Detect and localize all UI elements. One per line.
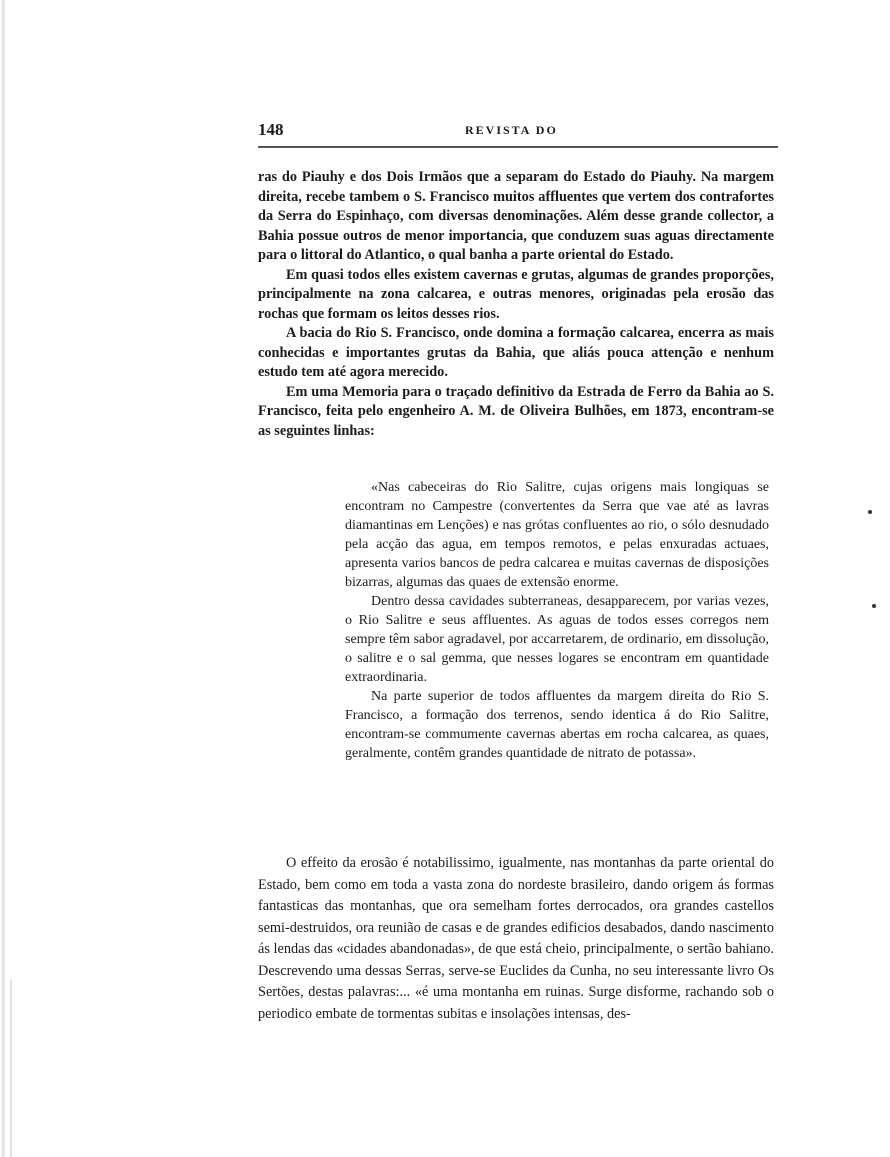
closing-text (258, 853, 774, 1025)
paragraph: A bacia do Rio S. Francisco, onde domina a formação calcarea, encerra as mais conhecidas e importantes grutas da Bahia, que aliás pouca attenção e nenhum estudo tem até agora merecido. (258, 325, 774, 380)
header-rule (258, 146, 778, 148)
quote-paragraph: Dentro dessa cavidades subterraneas, desapparecem, por varias vezes, o Rio Salitre e seus affluentes. As aguas de todos esses corregos nem sempre têm sabor agradavel, por accarretarem, de ordinario, em dissolução, o salitre e o sal gemma, que nesses logares se encontram em quantidade extraordinaria. (345, 594, 769, 685)
body-text (258, 168, 774, 441)
quote-paragraph: Na parte superior de todos affluentes da margem direita do Rio S. Francisco, a formação dos terrenos, sendo identica á do Rio Salitre, encontram-se commumente cavernas abertas em rocha calcarea, as quaes, geralmente, contêm grandes quantidade de nitrato de potassa». (345, 689, 769, 761)
page-number: 148 (258, 120, 284, 139)
running-head: REVISTA DO (465, 123, 558, 137)
block-quote (345, 478, 769, 763)
paragraph: O effeito da erosão é notabilissimo, igualmente, nas montanhas da parte oriental do Estado, bem como em toda a vasta zona do nordeste brasileiro, dando origem ás formas fantasticas das montanhas, que ora semelham fortes derrocados, ora grandes castellos semi-destruidos, ora reunião de casas e de grandes edificios desabados, dando nascimento ás lendas das «cidades abandonadas», de que está cheio, principalmente, o sertão bahiano. Descrevendo uma dessas Serras, serve-se Euclides da Cunha, no seu interessante livro Os Sertões, destas palavras:... «é uma montanha em ruinas. Surge disforme, rachando sob o periodico embate de tormentas subitas e insolações intensas, des- (258, 855, 774, 1022)
paragraph: Em uma Memoria para o traçado definitivo da Estrada de Ferro da Bahia ao S. Francisco, feita pelo engenheiro A. M. de Oliveira Bulhões, em 1873, encontram-se as seguintes linhas: (258, 383, 774, 439)
quote-paragraph: «Nas cabeceiras do Rio Salitre, cujas origens mais longiquas se encontram no Campestre (convertentes da Serra que vae até as lavras diamantinas em Lenções) e nas grótas confluentes ao rio, o sólo desnudado pela acção das agua, em tempos remotos, e pelas enxuradas actuaes, apresenta varios bancos de pedra calcarea e muitas cavernas de disposições bizarras, algumas das quaes de extensão enorme. (345, 480, 769, 590)
scan-speck (868, 510, 872, 514)
scan-edge-mark (10, 980, 12, 1157)
paragraph: Em quasi todos elles existem cavernas e grutas, algumas de grandes proporções, principalmente na zona calcarea, e outras menores, originadas pela erosão das rochas que formam os leitos desses rios. (258, 266, 774, 322)
scan-speck (872, 604, 876, 608)
scan-edge (2, 0, 5, 1157)
page-header (258, 120, 778, 146)
paragraph: ras do Piauhy e dos Dois Irmãos que a separam do Estado do Piauhy. Na margem direita, recebe tambem o S. Francisco muitos affluentes que vertem dos contrafortes da Serra do Espinhaço, com diversas denominações. Além desse grande collector, a Bahia possue outros de menor importancia, que conduzem suas aguas directamente para o littoral do Atlantico, o qual banha a parte oriental do Estado. (258, 169, 774, 263)
